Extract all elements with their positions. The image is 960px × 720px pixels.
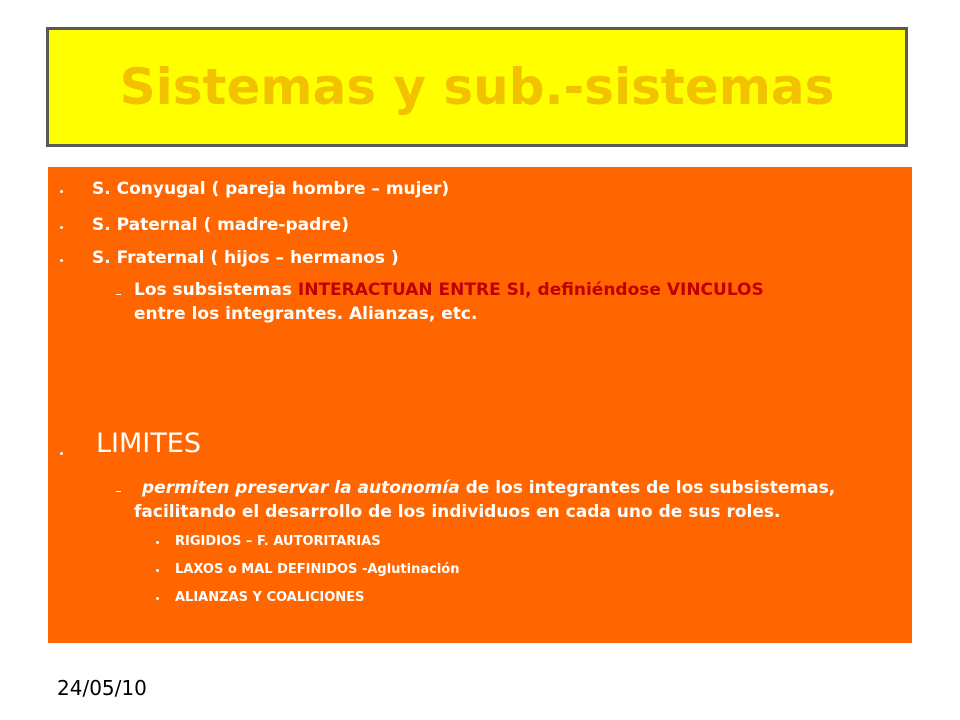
subsistemas-text-b: INTERACTUAN ENTRE SI, definiéndose VINCULOS (297, 280, 764, 300)
content-box (48, 167, 912, 643)
dash-marker (116, 491, 121, 492)
bullet-dot (60, 259, 63, 262)
dash-marker (116, 294, 121, 295)
bullet-dot (156, 569, 159, 572)
subbullet-alianzas: ALIANZAS Y COALICIONES (175, 590, 365, 605)
limites-line-1 (134, 478, 835, 498)
limites-line-2: facilitando el desarrollo de los individuos en cada uno de sus roles. (134, 502, 781, 522)
bullet-dot (156, 541, 159, 544)
limites-text-a: permiten preservar la autonomía (142, 478, 460, 498)
limites-heading: LIMITES (96, 428, 201, 459)
bullet-dot (60, 190, 63, 193)
subsistemas-line-1 (134, 280, 764, 300)
slide-title: Sistemas y sub.-sistemas (119, 58, 835, 116)
limites-text-b: de los integrantes de los subsistemas, (459, 478, 836, 498)
bullet-dot (60, 226, 63, 229)
subbullet-laxos: LAXOS o MAL DEFINIDOS -Aglutinación (175, 562, 460, 577)
bullet-dot (60, 452, 63, 455)
title-box (46, 27, 908, 147)
subbullet-rigidos: RIGIDIOS – F. AUTORITARIAS (175, 534, 381, 549)
bullet-paternal: S. Paternal ( madre-padre) (92, 215, 349, 235)
subsistemas-text-a: Los subsistemas (134, 280, 298, 300)
slide-date: 24/05/10 (57, 676, 147, 700)
bullet-fraternal: S. Fraternal ( hijos – hermanos ) (92, 248, 399, 268)
subsistemas-line-2: entre los integrantes. Alianzas, etc. (134, 304, 478, 324)
bullet-dot (156, 597, 159, 600)
bullet-conyugal: S. Conyugal ( pareja hombre – mujer) (92, 179, 450, 199)
